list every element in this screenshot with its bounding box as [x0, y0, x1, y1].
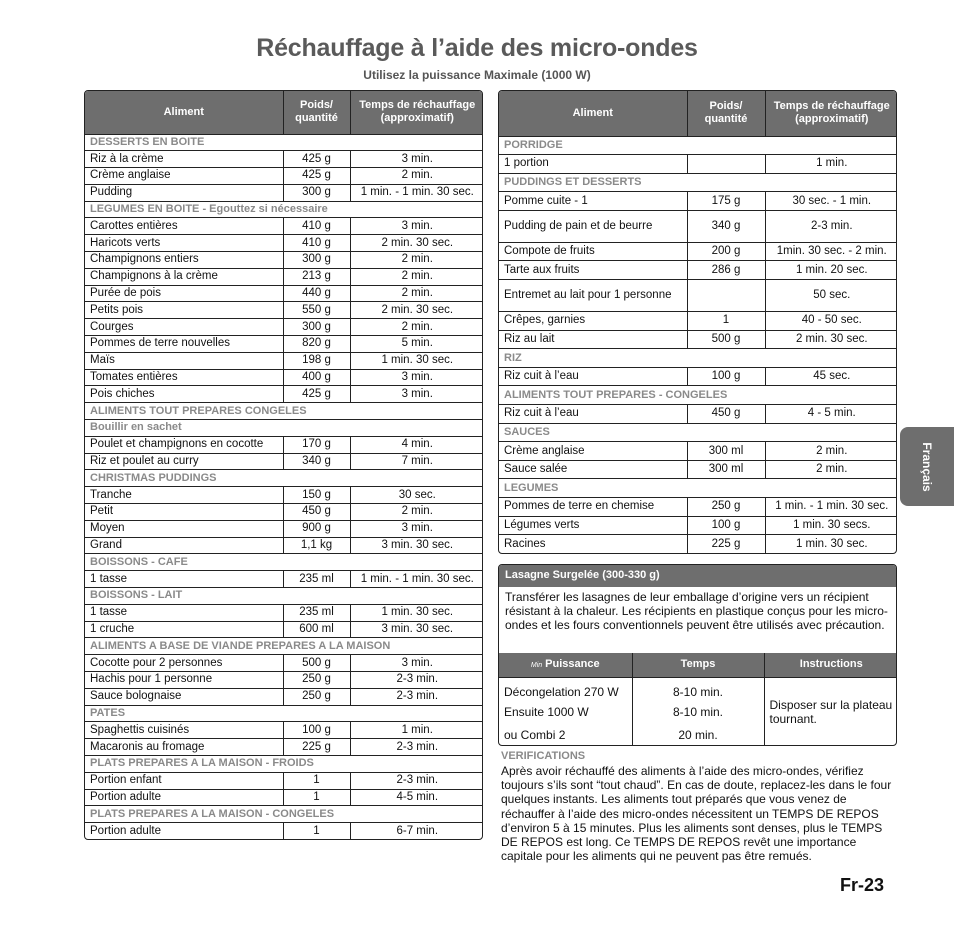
- food-cell: Hachis pour 1 personne: [85, 672, 283, 689]
- weight-cell: 440 g: [283, 285, 350, 302]
- table-row: [85, 772, 483, 789]
- weight-cell: 500 g: [687, 330, 765, 349]
- weight-cell: 450 g: [687, 405, 765, 424]
- time-cell: 3 min.: [350, 386, 483, 403]
- section-row: [85, 134, 483, 151]
- section-heading: BOISSONS - CAFE: [85, 554, 483, 571]
- table-row: [85, 336, 483, 353]
- time-cell: 2 min.: [350, 285, 483, 302]
- time-cell: 2 min.: [350, 319, 483, 336]
- table-row: [499, 242, 897, 261]
- section-heading: LEGUMES: [499, 479, 897, 498]
- page-subtitle: Utilisez la puissance Maximale (1000 W): [363, 68, 591, 82]
- table-row: [499, 312, 897, 331]
- weight-cell: 410 g: [283, 218, 350, 235]
- food-cell: 1 tasse: [85, 571, 283, 588]
- time-cell: 1 min.: [765, 155, 897, 174]
- weight-cell: 225 g: [687, 535, 765, 554]
- time-cell: 2-3 min.: [350, 772, 483, 789]
- weight-cell: 213 g: [283, 268, 350, 285]
- lasagne-instructions-text: Transférer les lasagnes de leur emballage d’origine vers un récipient résistant à la chaleur. Les récipients en plastique conçus pour les micro- ondes et les fours conventionnels peuvent être utilisés avec précaution.: [505, 590, 888, 632]
- column-header-poids: Poids/ quantité: [687, 91, 765, 136]
- food-cell: Tarte aux fruits: [499, 261, 687, 280]
- column-header-temps: Temps de réchauffage (approximatif): [765, 91, 897, 136]
- verifications-text: Après avoir réchauffé des aliments à l’aide des micro-ondes, vérifiez toujours s’ils sont “tout chaud”. En cas de doute, replacez-les dans le four quelques instants. Les aliments tout préparés que vous venez de réchauffer à l’aide des micro-ondes nécessitent un TEMPS DE REPOS d’environ 5 à 15 minutes. Plus les aliments sont denses, plus le TEMPS DE REPOS est long. Ce TEMPS DE REPOS revêt une importance capitale pour les aliments qui ne peuvent pas être remués.: [501, 764, 892, 864]
- food-cell: Sauce salée: [499, 460, 687, 479]
- food-cell: Petits pois: [85, 302, 283, 319]
- food-cell: Pommes de terre en chemise: [499, 498, 687, 517]
- weight-cell: 225 g: [283, 739, 350, 756]
- weight-cell: 300 ml: [687, 442, 765, 461]
- time-cell: 30 sec. - 1 min.: [765, 192, 897, 211]
- food-cell: Riz cuit à l’eau: [499, 367, 687, 386]
- section-row: [499, 349, 897, 368]
- weight-cell: 600 ml: [283, 621, 350, 638]
- table-row: [85, 520, 483, 537]
- time-cell: 45 sec.: [765, 367, 897, 386]
- weight-cell: 150 g: [283, 487, 350, 504]
- table-row: [85, 487, 483, 504]
- food-cell: Portion enfant: [85, 772, 283, 789]
- food-cell: 1 portion: [499, 155, 687, 174]
- table-row: [85, 823, 483, 840]
- table-row: [85, 285, 483, 302]
- food-cell: Crème anglaise: [85, 168, 283, 185]
- food-cell: Riz au lait: [499, 330, 687, 349]
- food-cell: Riz à la crème: [85, 151, 283, 168]
- food-cell: Racines: [499, 535, 687, 554]
- weight-cell: 340 g: [283, 453, 350, 470]
- table-row: [499, 460, 897, 479]
- time-cell: 1 min. 20 sec.: [765, 261, 897, 280]
- food-cell: Macaronis au fromage: [85, 739, 283, 756]
- time-cell: 2 min.: [765, 442, 897, 461]
- weight-cell: 410 g: [283, 235, 350, 252]
- table-row: [85, 571, 483, 588]
- column-header-aliment: Aliment: [499, 91, 687, 136]
- table-row: [85, 504, 483, 521]
- lasagne-power-cell: ou Combi 2: [499, 723, 632, 746]
- food-cell: Portion adulte: [85, 823, 283, 840]
- weight-cell: 235 ml: [283, 604, 350, 621]
- food-cell: Riz et poulet au curry: [85, 453, 283, 470]
- food-cell: Maïs: [85, 352, 283, 369]
- time-cell: 2 min. 30 sec.: [350, 302, 483, 319]
- weight-cell: 900 g: [283, 520, 350, 537]
- power-level-icon: Min: [530, 661, 543, 669]
- weight-cell: [687, 155, 765, 174]
- section-heading: ALIMENTS TOUT PREPARES CONGELES: [85, 403, 483, 420]
- time-cell: 50 sec.: [765, 280, 897, 312]
- time-cell: 3 min.: [350, 655, 483, 672]
- table-row: [85, 319, 483, 336]
- table-row: [85, 386, 483, 403]
- section-heading: PATES: [85, 705, 483, 722]
- time-cell: 1 min. 30 sec.: [350, 352, 483, 369]
- section-row: [85, 755, 483, 772]
- food-cell: Tomates entières: [85, 369, 283, 386]
- time-cell: 1 min. 30 secs.: [765, 516, 897, 535]
- weight-cell: 1: [283, 789, 350, 806]
- food-cell: Poulet et champignons en cocotte: [85, 436, 283, 453]
- table-row: [499, 516, 897, 535]
- section-row: [499, 479, 897, 498]
- table-row: [85, 621, 483, 638]
- food-cell: 1 tasse: [85, 604, 283, 621]
- power-header-label: Puissance: [545, 657, 600, 670]
- weight-cell: 1: [283, 772, 350, 789]
- food-cell: Purée de pois: [85, 285, 283, 302]
- left-reheat-table: [84, 90, 483, 840]
- time-cell: 3 min. 30 sec.: [350, 621, 483, 638]
- section-row: [85, 554, 483, 571]
- table-row: [499, 210, 897, 242]
- section-heading: PLATS PREPARES A LA MAISON - FROIDS: [85, 755, 483, 772]
- food-cell: Tranche: [85, 487, 283, 504]
- time-cell: 2 min.: [350, 504, 483, 521]
- weight-cell: 300 g: [283, 252, 350, 269]
- table-row: [85, 352, 483, 369]
- weight-cell: 425 g: [283, 168, 350, 185]
- table-row: [85, 604, 483, 621]
- lasagne-time-cell: 8-10 min.: [632, 700, 764, 723]
- lasagne-time-cell: 8-10 min.: [632, 677, 764, 700]
- food-cell: Pomme cuite - 1: [499, 192, 687, 211]
- table-row: [85, 672, 483, 689]
- page-number: Fr-23: [840, 875, 885, 895]
- food-cell: Spaghettis cuisinés: [85, 722, 283, 739]
- time-cell: 40 - 50 sec.: [765, 312, 897, 331]
- food-cell: Entremet au lait pour 1 personne: [499, 280, 687, 312]
- food-cell: Crème anglaise: [499, 442, 687, 461]
- weight-cell: 820 g: [283, 336, 350, 353]
- weight-cell: 198 g: [283, 352, 350, 369]
- time-cell: 4 min.: [350, 436, 483, 453]
- right-reheat-table: [498, 90, 897, 554]
- table-row: [499, 442, 897, 461]
- section-row: [499, 173, 897, 192]
- table-row: [85, 722, 483, 739]
- time-cell: 3 min.: [350, 520, 483, 537]
- weight-cell: 1,1 kg: [283, 537, 350, 554]
- time-cell: 1 min. - 1 min. 30 sec.: [350, 571, 483, 588]
- table-row: [85, 235, 483, 252]
- table-row: [499, 261, 897, 280]
- weight-cell: 425 g: [283, 151, 350, 168]
- time-cell: 3 min.: [350, 369, 483, 386]
- weight-cell: 340 g: [687, 210, 765, 242]
- time-cell: 3 min. 30 sec.: [350, 537, 483, 554]
- time-cell: 1 min. 30 sec.: [350, 604, 483, 621]
- time-cell: 1 min. - 1 min. 30 sec.: [765, 498, 897, 517]
- time-cell: 30 sec.: [350, 487, 483, 504]
- lasagne-instruction-cell: Disposer sur la plateau tournant.: [764, 677, 897, 746]
- table-row: [85, 268, 483, 285]
- time-cell: 2-3 min.: [350, 672, 483, 689]
- section-heading: ALIMENTS TOUT PREPARES - CONGELES: [499, 386, 897, 405]
- food-cell: Compote de fruits: [499, 242, 687, 261]
- section-row: [85, 638, 483, 655]
- weight-cell: 450 g: [283, 504, 350, 521]
- section-heading: BOISSONS - LAIT: [85, 588, 483, 605]
- weight-cell: 100 g: [283, 722, 350, 739]
- table-row: [85, 739, 483, 756]
- table-row: [85, 688, 483, 705]
- time-cell: 1min. 30 sec. - 2 min.: [765, 242, 897, 261]
- table-row: [85, 369, 483, 386]
- table-row: [85, 453, 483, 470]
- time-cell: 2 min.: [350, 252, 483, 269]
- weight-cell: 170 g: [283, 436, 350, 453]
- language-tab[interactable]: [900, 427, 954, 506]
- section-heading: ALIMENTS A BASE DE VIANDE PREPARES A LA MAISON: [85, 638, 483, 655]
- table-row: [85, 151, 483, 168]
- column-header-aliment: Aliment: [85, 91, 283, 134]
- table-row: [499, 155, 897, 174]
- section-row: [499, 423, 897, 442]
- section-row: [85, 806, 483, 823]
- food-cell: Légumes verts: [499, 516, 687, 535]
- table-row: [85, 168, 483, 185]
- section-heading: LEGUMES EN BOITE - Egouttez si nécessaire: [85, 201, 483, 218]
- lasagne-table: [499, 653, 897, 746]
- weight-cell: 235 ml: [283, 571, 350, 588]
- section-row: [85, 588, 483, 605]
- food-cell: Pudding: [85, 184, 283, 201]
- weight-cell: [687, 280, 765, 312]
- weight-cell: 425 g: [283, 386, 350, 403]
- time-cell: 1 min. 30 sec.: [765, 535, 897, 554]
- food-cell: Courges: [85, 319, 283, 336]
- food-cell: Petit: [85, 504, 283, 521]
- section-heading: PLATS PREPARES A LA MAISON - CONGELES: [85, 806, 483, 823]
- food-cell: Cocotte pour 2 personnes: [85, 655, 283, 672]
- time-cell: 2 min. 30 sec.: [350, 235, 483, 252]
- time-cell: 5 min.: [350, 336, 483, 353]
- time-cell: 2 min.: [350, 168, 483, 185]
- food-cell: Pommes de terre nouvelles: [85, 336, 283, 353]
- weight-cell: 300 ml: [687, 460, 765, 479]
- weight-cell: 300 g: [283, 184, 350, 201]
- section-heading: SAUCES: [499, 423, 897, 442]
- weight-cell: 286 g: [687, 261, 765, 280]
- table-row: [499, 367, 897, 386]
- section-heading: PUDDINGS ET DESSERTS: [499, 173, 897, 192]
- section-row: [85, 403, 483, 420]
- time-cell: 2-3 min.: [350, 739, 483, 756]
- time-cell: 7 min.: [350, 453, 483, 470]
- weight-cell: 400 g: [283, 369, 350, 386]
- food-cell: 1 cruche: [85, 621, 283, 638]
- lasagne-box: [498, 564, 897, 746]
- table-row: [499, 280, 897, 312]
- column-header-instructions: Instructions: [764, 653, 897, 677]
- table-row: [85, 537, 483, 554]
- left-table-body: [85, 134, 483, 839]
- time-cell: 4 - 5 min.: [765, 405, 897, 424]
- food-cell: Carottes entières: [85, 218, 283, 235]
- lasagne-title: Lasagne Surgelée (300-330 g): [499, 565, 896, 587]
- weight-cell: 1: [283, 823, 350, 840]
- table-row: [499, 330, 897, 349]
- column-header-temps: Temps de réchauffage (approximatif): [350, 91, 483, 134]
- weight-cell: 250 g: [687, 498, 765, 517]
- section-row: [499, 136, 897, 155]
- weight-cell: 175 g: [687, 192, 765, 211]
- table-row: [499, 405, 897, 424]
- food-cell: Riz cuit à l’eau: [499, 405, 687, 424]
- section-heading: DESSERTS EN BOITE: [85, 134, 483, 151]
- section-heading: Bouillir en sachet: [85, 420, 483, 437]
- lasagne-power-cell: Ensuite 1000 W: [499, 700, 632, 723]
- lasagne-power-cell: Décongelation 270 W: [499, 677, 632, 700]
- weight-cell: 250 g: [283, 672, 350, 689]
- time-cell: 6-7 min.: [350, 823, 483, 840]
- food-cell: Haricots verts: [85, 235, 283, 252]
- weight-cell: 250 g: [283, 688, 350, 705]
- weight-cell: 300 g: [283, 319, 350, 336]
- time-cell: 1 min.: [350, 722, 483, 739]
- table-row: [85, 252, 483, 269]
- column-header-poids: Poids/ quantité: [283, 91, 350, 134]
- section-row: [85, 705, 483, 722]
- table-row: [85, 655, 483, 672]
- time-cell: 1 min. - 1 min. 30 sec.: [350, 184, 483, 201]
- page-title: Réchauffage à l’aide des micro-ondes: [256, 34, 698, 62]
- table-row: [499, 192, 897, 211]
- weight-cell: 200 g: [687, 242, 765, 261]
- right-table-body: [499, 136, 897, 553]
- food-cell: Sauce bolognaise: [85, 688, 283, 705]
- food-cell: Moyen: [85, 520, 283, 537]
- weight-cell: 100 g: [687, 367, 765, 386]
- food-cell: Grand: [85, 537, 283, 554]
- food-cell: Champignons à la crème: [85, 268, 283, 285]
- weight-cell: 100 g: [687, 516, 765, 535]
- section-heading: PORRIDGE: [499, 136, 897, 155]
- time-cell: 2 min.: [765, 460, 897, 479]
- table-row: [499, 498, 897, 517]
- section-heading: CHRISTMAS PUDDINGS: [85, 470, 483, 487]
- table-row: [85, 302, 483, 319]
- weight-cell: 1: [687, 312, 765, 331]
- table-row: [85, 789, 483, 806]
- section-row: [85, 201, 483, 218]
- column-header-temps: Temps: [632, 653, 764, 677]
- section-heading: RIZ: [499, 349, 897, 368]
- time-cell: 2-3 min.: [765, 210, 897, 242]
- section-row: [499, 386, 897, 405]
- section-row: [85, 420, 483, 437]
- weight-cell: 550 g: [283, 302, 350, 319]
- column-header-puissance: [499, 653, 632, 677]
- verifications-title: VERIFICATIONS: [501, 750, 586, 762]
- food-cell: Crêpes, garnies: [499, 312, 687, 331]
- time-cell: 3 min.: [350, 151, 483, 168]
- time-cell: 2 min.: [350, 268, 483, 285]
- lasagne-time-cell: 20 min.: [632, 723, 764, 746]
- food-cell: Pudding de pain et de beurre: [499, 210, 687, 242]
- table-row: [85, 218, 483, 235]
- language-tab-label: Français: [920, 442, 934, 492]
- time-cell: 3 min.: [350, 218, 483, 235]
- table-row: [85, 184, 483, 201]
- table-row: [499, 535, 897, 554]
- food-cell: Pois chiches: [85, 386, 283, 403]
- section-row: [85, 470, 483, 487]
- food-cell: Champignons entiers: [85, 252, 283, 269]
- weight-cell: 500 g: [283, 655, 350, 672]
- food-cell: Portion adulte: [85, 789, 283, 806]
- time-cell: 4-5 min.: [350, 789, 483, 806]
- time-cell: 2-3 min.: [350, 688, 483, 705]
- table-row: [85, 436, 483, 453]
- time-cell: 2 min. 30 sec.: [765, 330, 897, 349]
